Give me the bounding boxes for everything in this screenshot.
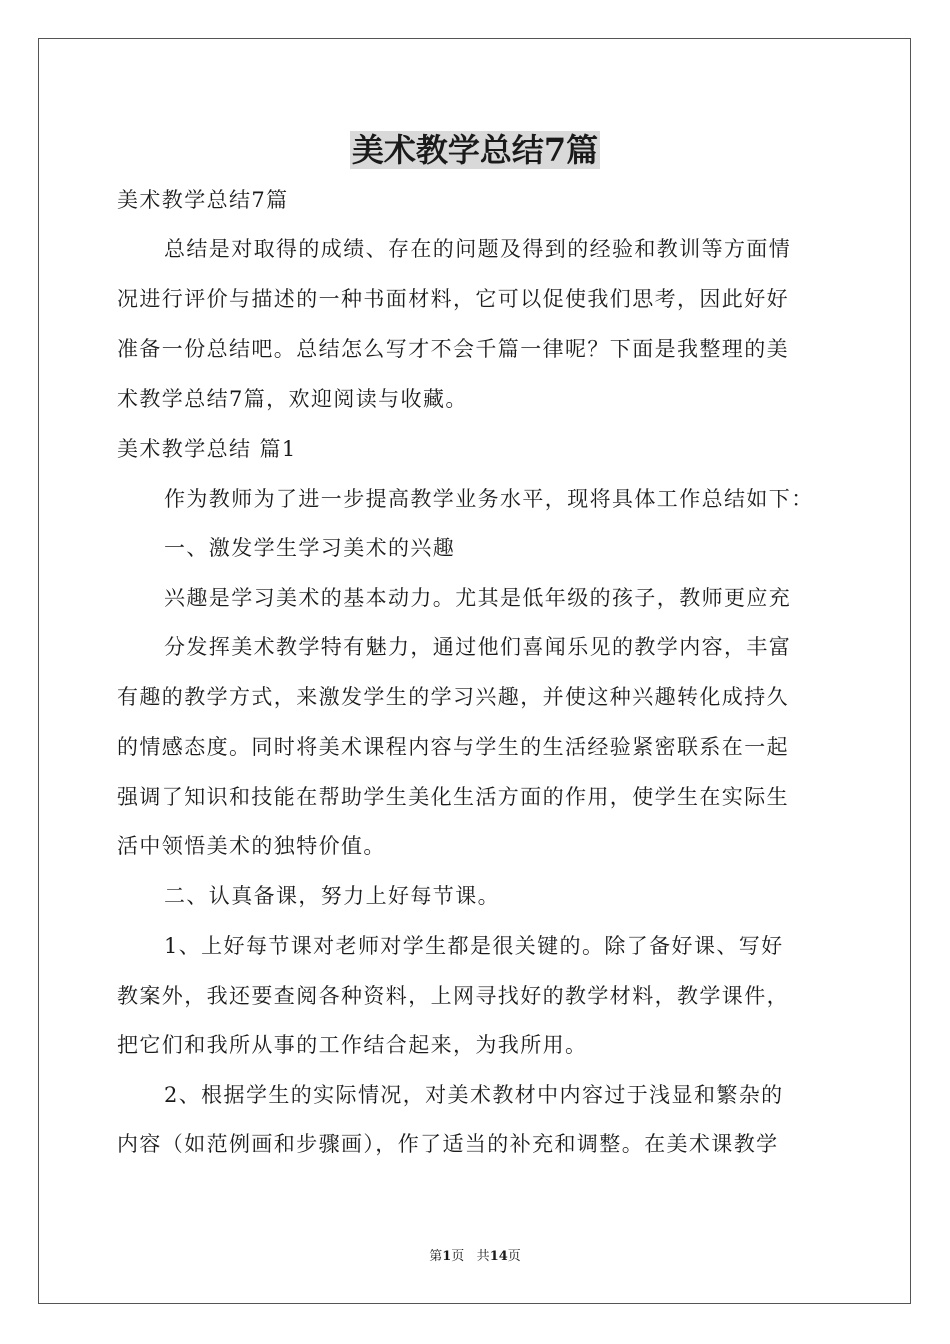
paragraph-line: 1、上好每节课对老师对学生都是很关键的。除了备好课、写好 — [164, 934, 784, 958]
document-title: 美术教学总结7篇 — [351, 131, 599, 169]
page-number: 1 — [442, 1249, 452, 1264]
page-suffix: 页 — [451, 1249, 465, 1264]
subtitle-line: 美术教学总结7篇 — [117, 188, 289, 212]
paragraph-line: 教案外，我还要查阅各种资料，上网寻找好的教学材料，教学课件， — [117, 984, 789, 1008]
paragraph-line: 兴趣是学习美术的基本动力。尤其是低年级的孩子，教师更应充 — [164, 586, 792, 610]
paragraph-line: 强调了知识和技能在帮助学生美化生活方面的作用，使学生在实际生 — [117, 785, 789, 809]
paragraph-line: 术教学总结7篇，欢迎阅读与收藏。 — [117, 387, 468, 411]
paragraph-line: 总结是对取得的成绩、存在的问题及得到的经验和教训等方面情 — [164, 237, 792, 261]
page-border — [38, 38, 911, 1304]
total-pages: 14 — [489, 1249, 508, 1264]
total-prefix: 共 — [476, 1249, 490, 1264]
total-suffix: 页 — [507, 1249, 521, 1264]
subsection-heading: 一、激发学生学习美术的兴趣 — [164, 536, 456, 560]
page-footer — [0, 1248, 950, 1266]
paragraph-line: 准备一份总结吧。总结怎么写才不会千篇一律呢？下面是我整理的美 — [117, 337, 789, 361]
paragraph-line: 分发挥美术教学特有魅力，通过他们喜闻乐见的教学内容，丰富 — [164, 635, 792, 659]
paragraph-line: 活中领悟美术的独特价值。 — [117, 834, 386, 858]
paragraph-line: 有趣的教学方式，来激发学生的学习兴趣，并使这种兴趣转化成持久 — [117, 685, 789, 709]
paragraph-line: 2、根据学生的实际情况，对美术教材中内容过于浅显和繁杂的 — [164, 1083, 784, 1107]
page-prefix: 第 — [429, 1249, 443, 1264]
paragraph-line: 的情感态度。同时将美术课程内容与学生的生活经验紧密联系在一起 — [117, 735, 789, 759]
paragraph-line: 内容（如范例画和步骤画），作了适当的补充和调整。在美术课教学 — [117, 1132, 779, 1156]
section-heading: 美术教学总结 篇1 — [117, 437, 297, 461]
paragraph-line: 况进行评价与描述的一种书面材料，它可以促使我们思考，因此好好 — [117, 287, 789, 311]
subsection-heading: 二、认真备课，努力上好每节课。 — [164, 884, 500, 908]
paragraph-line: 把它们和我所从事的工作结合起来，为我所用。 — [117, 1033, 588, 1057]
paragraph-line: 作为教师为了进一步提高教学业务水平，现将具体工作总结如下： — [164, 487, 814, 511]
